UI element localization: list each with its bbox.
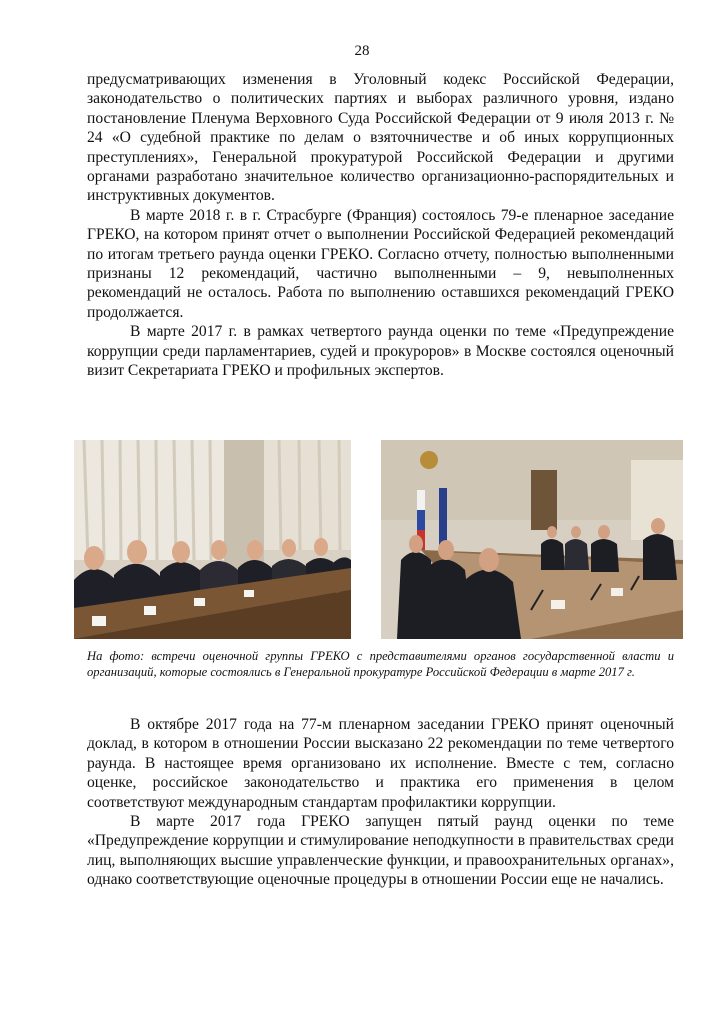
meeting-photo-left-image [74, 440, 351, 639]
paragraph-strasbourg-plenary: В марте 2018 г. в г. Страсбурге (Франция) состоялось 79-е пленарное заседание ГРЕКО, на котором принят отчет о выполнении Российской Федерацией рекомендаций по итогам третьего раунда оценки ГРЕКО. Согласно отчету, полностью выполненными признаны 12 рекомендаций, частично выполненными – 9, невыполненных рекомендаций не осталось. Работа по выполнению оставшихся рекомендаций ГРЕКО продолжается. [87, 206, 674, 321]
paragraph-evaluation-report: В октябре 2017 года на 77-м пленарном заседании ГРЕКО принят оценочный доклад, в котором в отношении России высказано 22 рекомендации по теме четвертого раунда. В настоящее время организовано их исполнение. Вместе с тем, согласно оценке, российское законодательство и практика его применения в целом соответствуют международным стандартам профилактики коррупции. [87, 716, 674, 811]
photo-caption-text: На фото: встречи оценочной группы ГРЕКО с представителями органов государственной власти и организаций, которые состоялись в Генеральной прокуратуре Российской Федерации в марте 2017 г. [87, 649, 674, 679]
meeting-photo-left [74, 440, 351, 639]
page-number: 28 [354, 43, 370, 59]
meeting-photo-right-image [381, 440, 683, 639]
body-text-bottom [87, 715, 674, 890]
paragraph-fifth-round: В марте 2017 года ГРЕКО запущен пятый раунд оценки по теме «Предупреждение коррупции и стимулирование неподкупности в правительствах среди лиц, выполняющих высшие управленческие функции, и правоохранительных органах», однако соответствующие оценочные процедуры в отношении России еще не начались. [87, 813, 674, 889]
photo-caption [87, 648, 674, 680]
meeting-photo-right [381, 440, 683, 639]
paragraph-moscow-visit: В марте 2017 г. в рамках четвертого раунда оценки по теме «Предупреждение коррупции среди парламентариев, судей и прокуроров» в Москве состоялся оценочный визит Секретариата ГРЕКО и профильных экспертов. [87, 323, 674, 380]
body-text-top [87, 70, 674, 381]
paragraph-continuation: предусматривающих изменения в Уголовный кодекс Российской Федерации, законодательство о политических партиях и выборах различного уровня, издано постановление Пленума Верховного Суда Российской Федерации от 9 июля 2013 г. № 24 «О судебной практике по делам о взяточничестве и об иных коррупционных преступлениях», Генеральной прокуратурой Российской Федерации и другими органами разработано значительное количество организационно-распорядительных и инструктивных документов. [87, 71, 674, 205]
